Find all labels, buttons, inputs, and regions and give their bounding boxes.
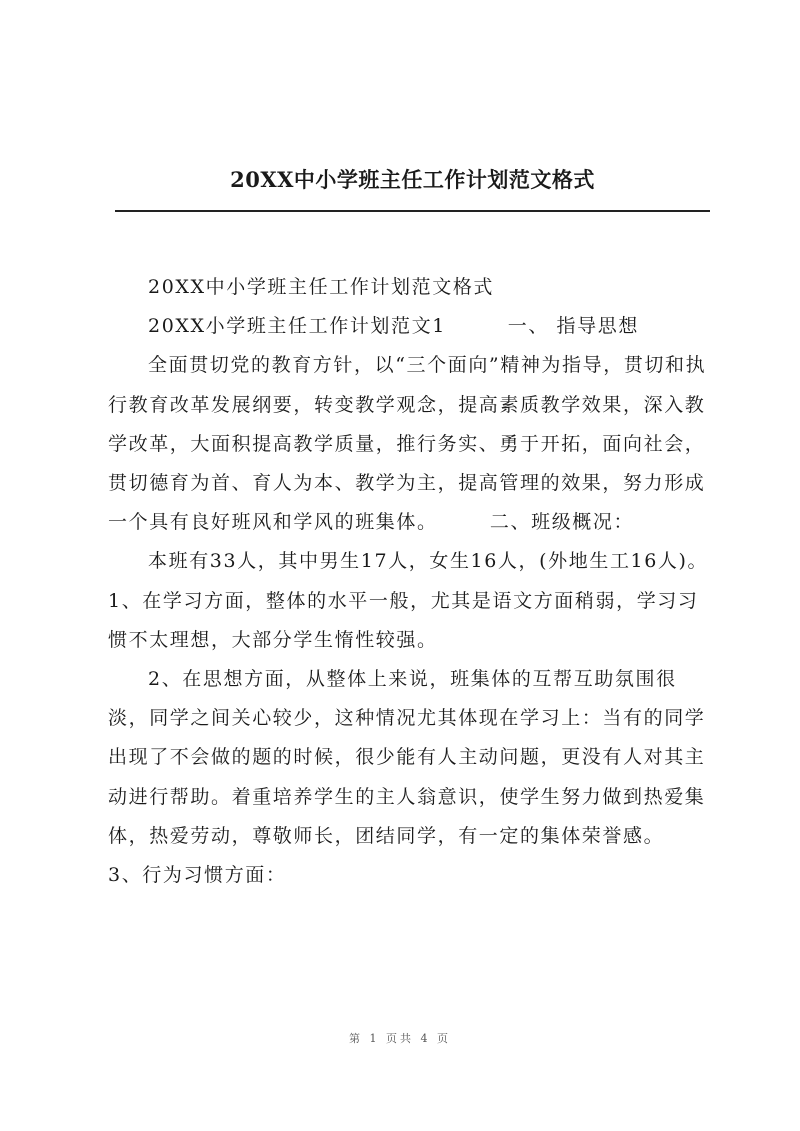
body-paragraph: 2、在思想方面，从整体上来说，班集体的互帮互助氛围很淡，同学之间关心较少，这种情况尤其体现在学习上：当有的同学出现了不会做的题的时候，很少能有人主动问题，更没有人对其主动进行帮助。着重培养学生的主人翁意识，使学生努力做到热爱集体，热爱劳动，尊敬师长，团结同学，有一定的集体荣誉感。 3、行为习惯方面：	[108, 668, 717, 887]
page-header	[115, 160, 710, 200]
body-paragraph: 本班有33人，其中男生17人，女生16人，(外地生工16人)。 1、在学习方面，整体的水平一般，尤其是语文方面稍弱，学习习惯不太理想，大部分学生惰性较强。	[108, 550, 761, 651]
body-paragraph: 全面贯切党的教育方针，以“三个面向”精神为指导，贯切和执行教育改革发展纲要，转变教学观念，提高素质教学效果，深入教学改革，大面积提高教学质量，推行务实、勇于开拓，面向社会，贯切德育为首、育人为本、教学为主，提高管理的效果，努力形成一个具有良好班风和学风的班集体。 二、班级概况：	[108, 354, 707, 534]
body-paragraph: 20XX小学班主任工作计划范文1 一、 指导思想	[148, 315, 639, 338]
document-title: 20XX中小学班主任工作计划范文格式	[230, 167, 595, 192]
title-underline	[115, 210, 710, 212]
document-body	[108, 268, 761, 895]
page-footer: 第 1 页共 4 页	[349, 1032, 451, 1045]
body-paragraph: 20XX中小学班主任工作计划范文格式	[148, 276, 495, 298]
